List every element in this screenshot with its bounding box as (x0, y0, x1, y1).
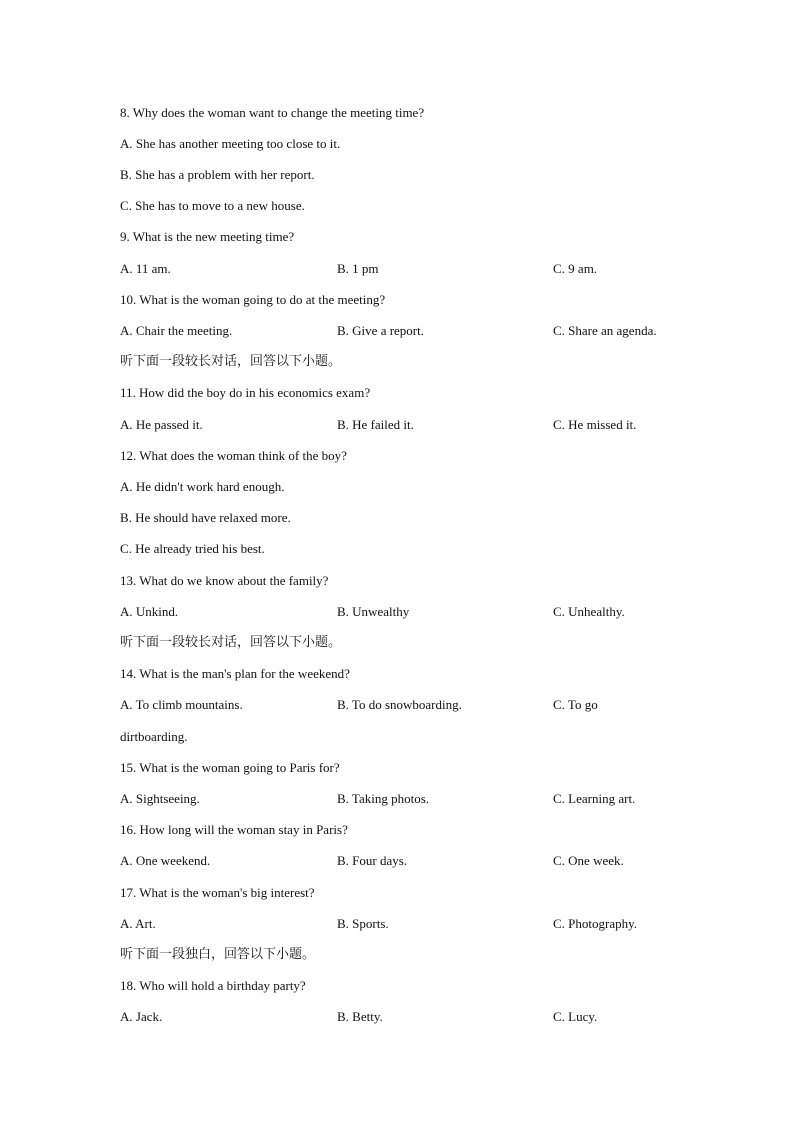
q16-options (120, 853, 720, 869)
section-instruction-2: 听下面一段较长对话，回答以下小题。 (120, 635, 342, 650)
q9-option-a: A. 11 am. (120, 261, 171, 276)
q12-option-a: A. He didn't work hard enough. (120, 479, 285, 494)
q16-option-c: C. One week. (553, 853, 624, 868)
question-15: 15. What is the woman going to Paris for? (120, 760, 340, 775)
q18-option-c: C. Lucy. (553, 1009, 598, 1024)
section-instruction-1: 听下面一段较长对话，回答以下小题。 (120, 354, 342, 369)
q17-option-c: C. Photography. (553, 916, 638, 931)
q12-option-b: B. He should have relaxed more. (120, 510, 291, 525)
q13-option-b: B. Unwealthy (337, 604, 410, 619)
q14-options (120, 697, 720, 713)
q14-option-c-continued: dirtboarding. (120, 729, 188, 744)
q16-option-a: A. One weekend. (120, 853, 211, 868)
q18-option-a: A. Jack. (120, 1009, 163, 1024)
section-instruction-3: 听下面一段独白，回答以下小题。 (120, 947, 316, 962)
question-12: 12. What does the woman think of the boy? (120, 448, 347, 463)
q14-option-b: B. To do snowboarding. (337, 697, 462, 712)
q14-option-c: C. To go (553, 697, 598, 712)
q17-option-b: B. Sports. (337, 916, 389, 931)
q10-option-b: B. Give a report. (337, 323, 425, 338)
q18-option-b: B. Betty. (337, 1009, 383, 1024)
q9-options (120, 261, 720, 277)
question-14: 14. What is the man's plan for the weekend? (120, 666, 350, 681)
q13-option-c: C. Unhealthy. (553, 604, 625, 619)
question-18: 18. Who will hold a birthday party? (120, 978, 306, 993)
q15-option-b: B. Taking photos. (337, 791, 430, 806)
q9-option-b: B. 1 pm (337, 261, 379, 276)
question-8: 8. Why does the woman want to change the meeting time? (120, 105, 425, 120)
q18-options (120, 1009, 720, 1025)
q13-option-a: A. Unkind. (120, 604, 179, 619)
q8-option-b: B. She has a problem with her report. (120, 167, 315, 182)
q14-option-a: A. To climb mountains. (120, 697, 243, 712)
q11-option-b: B. He failed it. (337, 417, 414, 432)
q10-options (120, 323, 720, 339)
q11-option-a: A. He passed it. (120, 417, 203, 432)
q9-option-c: C. 9 am. (553, 261, 598, 276)
question-16: 16. How long will the woman stay in Paris? (120, 822, 348, 837)
question-13: 13. What do we know about the family? (120, 573, 329, 588)
question-17: 17. What is the woman's big interest? (120, 885, 315, 900)
q11-options (120, 417, 720, 433)
q10-option-a: A. Chair the meeting. (120, 323, 233, 338)
question-10: 10. What is the woman going to do at the meeting? (120, 292, 386, 307)
q12-option-c: C. He already tried his best. (120, 541, 265, 556)
q8-option-c: C. She has to move to a new house. (120, 198, 305, 213)
q10-option-c: C. Share an agenda. (553, 323, 657, 338)
q17-options (120, 916, 720, 932)
q15-option-c: C. Learning art. (553, 791, 636, 806)
q13-options (120, 604, 720, 620)
q15-options (120, 791, 720, 807)
q17-option-a: A. Art. (120, 916, 156, 931)
q16-option-b: B. Four days. (337, 853, 408, 868)
question-11: 11. How did the boy do in his economics exam? (120, 385, 371, 400)
q15-option-a: A. Sightseeing. (120, 791, 200, 806)
q11-option-c: C. He missed it. (553, 417, 637, 432)
q8-option-a: A. She has another meeting too close to it. (120, 136, 341, 151)
question-9: 9. What is the new meeting time? (120, 229, 295, 244)
